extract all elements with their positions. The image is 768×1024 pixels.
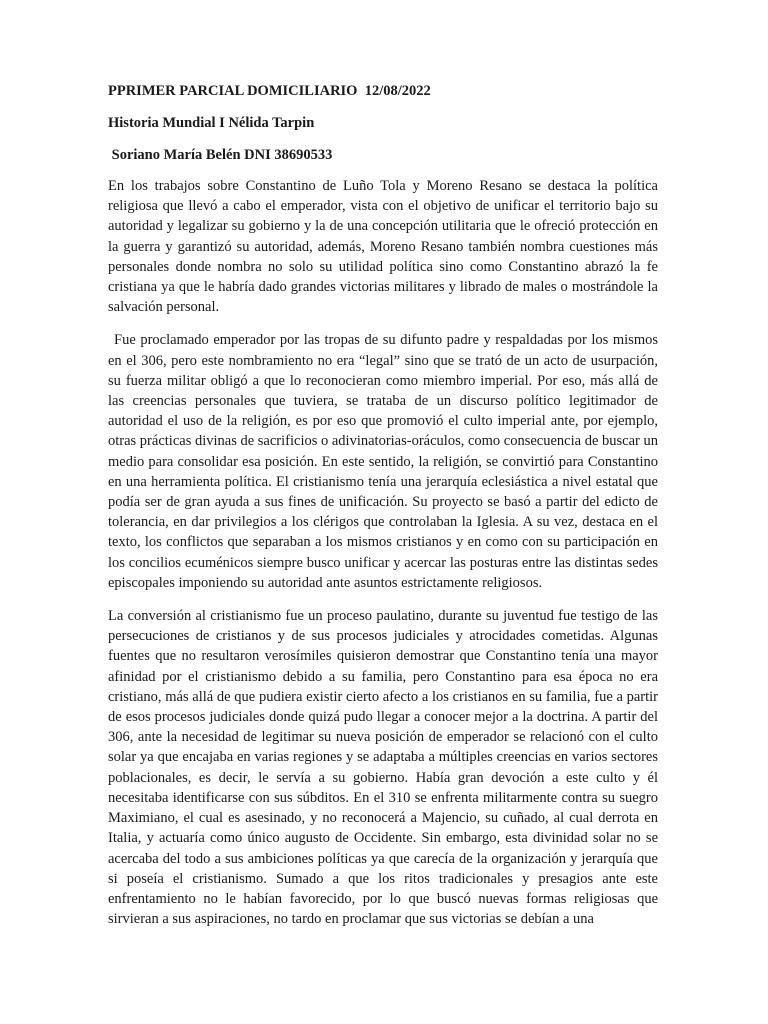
paragraph-1: En los trabajos sobre Constantino de Luño Tola y Moreno Resano se destaca la política religiosa que llevó a cabo el emperador, vista con el objetivo de unificar el territorio bajo su autoridad y legalizar su gobierno y la de una concepción utilitaria que le ofreció protección en la guerra y garantizó su autoridad, además, Moreno Resano también nombra cuestiones más personales donde nombra no solo su utilidad política sino como Constantino abrazó la fe cristiana ya que le habría dado grandes victorias militares y librado de males o mostrándole la salvación personal. [108, 178, 658, 316]
course-heading: Historia Mundial I Nélida Tarpin [108, 115, 315, 131]
exam-title: PPRIMER PARCIAL DOMICILIARIO 12/08/2022 [108, 83, 431, 99]
paragraph-2: Fue proclamado emperador por las tropas de su difunto padre y respaldadas por los mismos en el 306, pero este nombramiento no era “legal” sino que se trató de un acto de usurpación, su fuerza militar obligó a que lo reconocieran como miembro imperial. Por eso, más allá de las creencias personales que tuviera, se trataba de un discurso político legitimador de autoridad el uso de la religión, es por eso que promovió el culto imperial ante, por ejemplo, otras prácticas divinas de sacrificios o adivinatorias-oráculos, como consecuencia de buscar un medio para consolidar esa posición. En este sentido, la religión, se convirtió para Constantino en una herramienta política. El cristianismo tenía una jerarquía eclesiástica a nivel estatal que podía ser de gran ayuda a sus fines de unificación. Su proyecto se basó a partir del edicto de tolerancia, en dar privilegios a los clérigos que controlaban la Iglesia. A su vez, destaca en el texto, los conflictos que separaban a los mismos cristianos y en como con su participación en los concilios ecuménicos siempre busco unificar y acercar las posturas entre las distintas sedes episcopales imponiendo su autoridad ante asuntos estrictamente religiosos. [108, 332, 658, 591]
student-heading: Soriano María Belén DNI 38690533 [108, 147, 333, 163]
paragraph-3: La conversión al cristianismo fue un proceso paulatino, durante su juventud fue testigo de las persecuciones de cristianos y de sus procesos judiciales y atrocidades cometidas. Algunas fuentes que no resultaron verosímiles quisieron demostrar que Constantino tenía una mayor afinidad por el cristianismo debido a su familia, pero Constantino para esa época no era cristiano, más allá de que pudiera existir cierto afecto a los cristianos en su familia, fue a partir de esos procesos judiciales donde quizá pudo llegar a conocer mejor a la doctrina. A partir del 306, ante la necesidad de legitimar su nueva posición de emperador se relacionó con el culto solar ya que encajaba en varias regiones y se adaptaba a múltiples creencias en varios sectores poblacionales, es decir, le servía a su gobierno. Había gran devoción a este culto y él necesitaba identificarse con sus súbditos. En el 310 se enfrenta militarmente contra su suegro Maximiano, el cual es asesinado, y no reconocerá a Majencio, su cuñado, al cual derrota en Italia, y actuaría como único augusto de Occidente. Sin embargo, esta divinidad solar no se acercaba del todo a sus ambiciones políticas ya que carecía de la organización y jerarquía que si poseía el cristianismo. Sumado a que los ritos tradicionales y presagios ante este enfrentamiento no le habían favorecido, por lo que buscó nuevas formas religiosas que sirvieran a sus aspiraciones, no tardo en proclamar que sus victorias se debían a una [108, 608, 658, 928]
